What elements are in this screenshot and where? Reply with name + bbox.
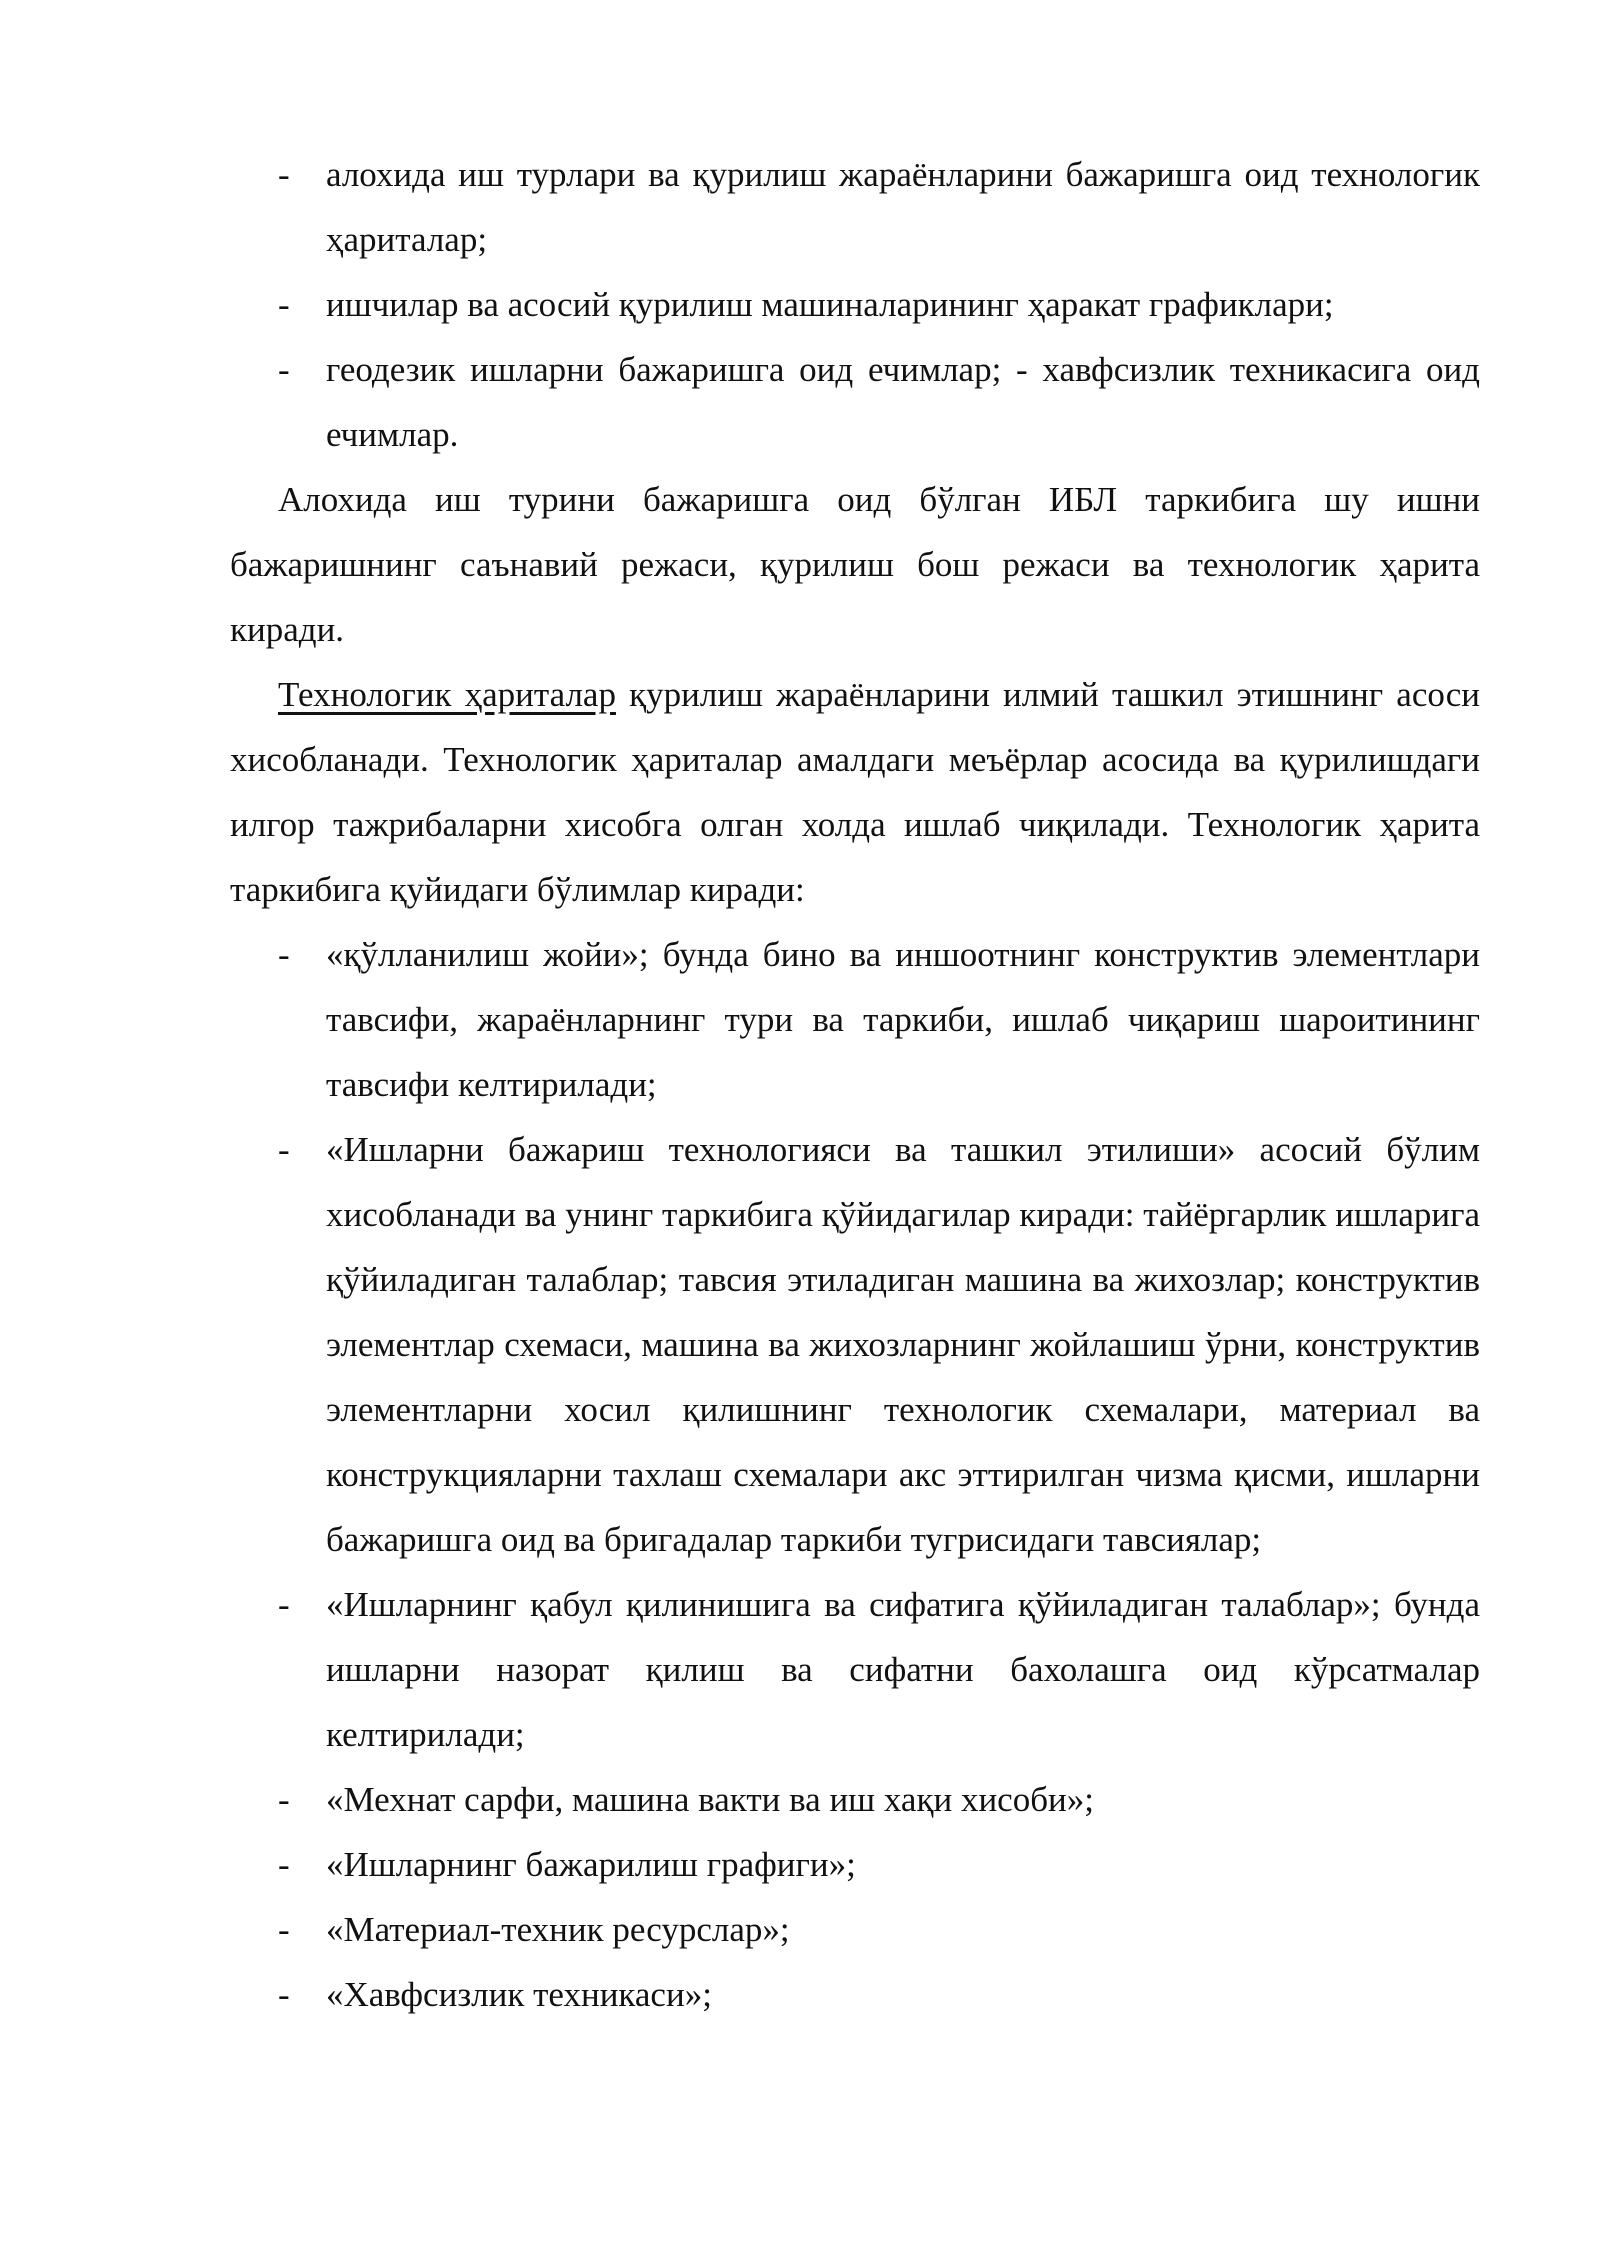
list-item bbox=[230, 1897, 1480, 1962]
list-dash: - bbox=[278, 350, 290, 389]
paragraph-tech-maps bbox=[230, 662, 1480, 922]
list-dash: - bbox=[278, 1130, 290, 1169]
list-item bbox=[230, 1962, 1480, 2027]
list-dash: - bbox=[278, 285, 290, 324]
list-dash: - bbox=[278, 1975, 290, 2014]
list-dash: - bbox=[278, 1780, 290, 1819]
list-item bbox=[230, 272, 1480, 337]
term-technological-maps: Технологик ҳариталар bbox=[278, 675, 616, 714]
list-item-text: «Материал-техник ресурслар»; bbox=[326, 1910, 790, 1949]
list-item bbox=[230, 1572, 1480, 1767]
list-item-text: алохида иш турлари ва қурилиш жараёнларини бажаришга оид технологик ҳариталар; bbox=[326, 155, 1480, 259]
list-dash: - bbox=[278, 935, 290, 974]
list-item-text: ишчилар ва асосий қурилиш машиналарининг ҳаракат графиклари; bbox=[326, 285, 1334, 324]
list-dash: - bbox=[278, 1585, 290, 1624]
list-item-text: «Ишларнинг қабул қилинишига ва сифатига қўйиладиган талаблар»; бунда ишларни назорат қилиш ва сифатни бахолашга оид кўрсатмалар келтирилади; bbox=[326, 1585, 1480, 1754]
list-item-text: «Хавфсизлик техникаси»; bbox=[326, 1975, 712, 2014]
list-item-text: «Ишларнинг бажарилиш графиги»; bbox=[326, 1845, 856, 1884]
list-dash: - bbox=[278, 1845, 290, 1884]
list-item bbox=[230, 922, 1480, 1117]
list-item-text: «Мехнат сарфи, машина вакти ва иш хақи хисоби»; bbox=[326, 1780, 1094, 1819]
list-dash: - bbox=[278, 155, 290, 194]
list-item bbox=[230, 142, 1480, 272]
list-item bbox=[230, 1117, 1480, 1572]
list-item-text: «Ишларни бажариш технологияси ва ташкил этилиши» асосий бўлим хисобланади ва унинг таркибига қўйидагилар киради: тайёргарлик ишларига қўйиладиган талаблар; тавсия этиладиган машина ва жихозлар; конструктив элементлар схемаси, машина ва жихозларнинг жойлашиш ўрни, конструктив элементларни хосил қилишнинг технологик схемалари, материал ва конструкцияларни тахлаш схемалари акс эттирилган чизма қисми, ишларни бажаришга оид ва бригадалар таркиби тугрисидаги тавсиялар; bbox=[326, 1130, 1480, 1559]
list-item bbox=[230, 337, 1480, 467]
paragraph-ibl: Алохида иш турини бажаришга оид бўлган ИБЛ таркибига шу ишни бажаришнинг саънавий режаси, қурилиш бош режаси ва технологик ҳарита киради. bbox=[230, 480, 1480, 649]
list-item-text: геодезик ишларни бажаришга оид ечимлар; - хавфсизлик техникасига оид ечимлар. bbox=[326, 350, 1480, 454]
paragraph-tech-maps-text: қурилиш жараёнларини илмий ташкил этишнинг асоси хисобланади. Технологик ҳариталар амалдаги меъёрлар асосида ва қурилишдаги илгор тажрибаларни хисобга олган холда ишлаб чиқилади. Технологик ҳарита таркибига қуйидаги бўлимлар киради: bbox=[230, 675, 1481, 909]
list-item-text: «қўлланилиш жойи»; бунда бино ва иншоотнинг конструктив элементлари тавсифи, жараёнларнинг тури ва таркиби, ишлаб чиқариш шароитининг тавсифи келтирилади; bbox=[326, 935, 1480, 1104]
list-dash: - bbox=[278, 1910, 290, 1949]
list-item bbox=[230, 1767, 1480, 1832]
list-item bbox=[230, 1832, 1480, 1897]
document-page bbox=[230, 142, 1480, 2027]
